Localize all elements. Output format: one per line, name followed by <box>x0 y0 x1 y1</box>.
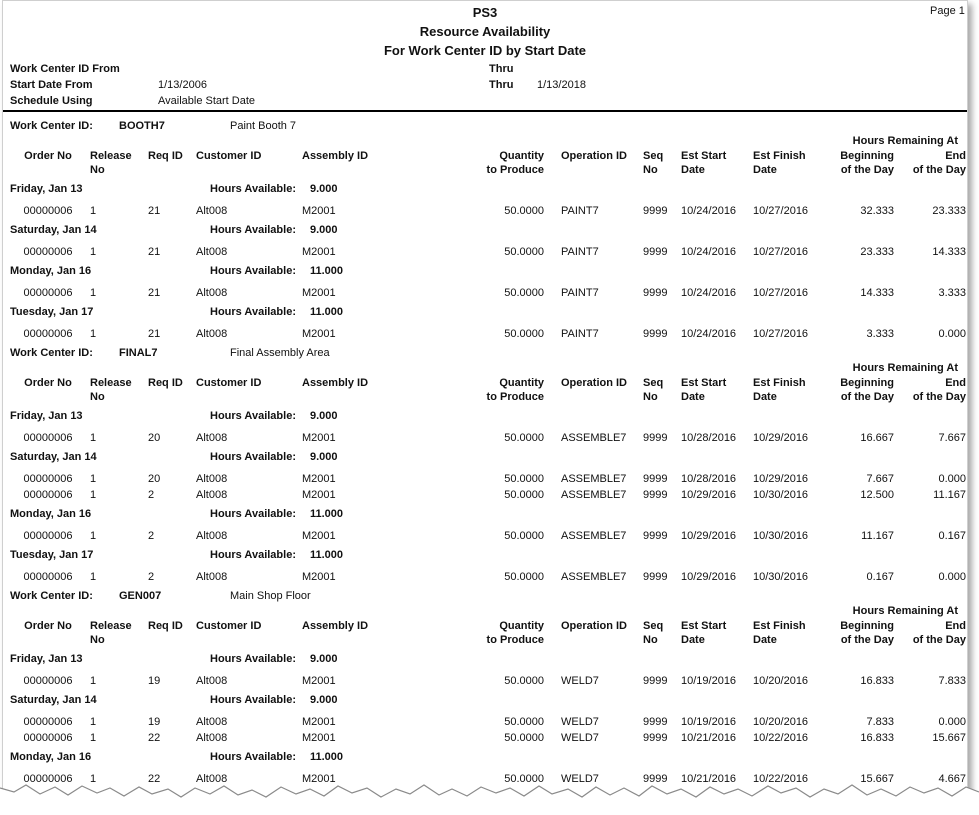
col-header-end: of the Day <box>912 391 966 403</box>
cell-order: 00000006 <box>23 246 73 258</box>
cell-begin: 7.833 <box>866 716 894 728</box>
cell-end: 3.333 <box>938 287 966 299</box>
cell-order: 00000006 <box>23 716 73 728</box>
col-header-order: Order No <box>24 377 72 389</box>
hours-available-value: 9.000 <box>310 653 338 665</box>
hours-available-label: Hours Available: <box>210 549 296 561</box>
cell-end: 0.167 <box>938 530 966 542</box>
col-header-beginning: Beginning <box>840 620 894 632</box>
cell-customer: Alt008 <box>196 287 228 299</box>
cell-operation: WELD7 <box>561 716 599 728</box>
col-header-est-start: Date <box>681 164 705 176</box>
cell-qty: 50.0000 <box>504 287 544 299</box>
filter-schedule-value: Available Start Date <box>158 95 256 107</box>
hours-available-label: Hours Available: <box>210 653 296 665</box>
cell-req: 2 <box>148 489 155 501</box>
col-header-beginning: Beginning <box>840 377 894 389</box>
wc-id: FINAL7 <box>119 347 158 359</box>
cell-release: 1 <box>90 530 97 542</box>
cell-operation: PAINT7 <box>561 205 599 217</box>
day-label: Saturday, Jan 14 <box>10 451 97 463</box>
wc-id: GEN007 <box>119 590 162 602</box>
cell-begin: 16.667 <box>860 432 894 444</box>
cell-order: 00000006 <box>23 489 73 501</box>
hours-available-label: Hours Available: <box>210 694 296 706</box>
cell-req: 22 <box>148 773 161 785</box>
cell-qty: 50.0000 <box>504 432 544 444</box>
col-header-release: No <box>90 391 105 403</box>
col-header-seq: No <box>643 391 658 403</box>
cell-assembly: M2001 <box>302 432 336 444</box>
cell-end: 7.667 <box>938 432 966 444</box>
wc-name: Paint Booth 7 <box>230 120 297 132</box>
cell-seq: 9999 <box>643 473 668 485</box>
hours-remaining-header: Hours Remaining At <box>852 605 958 617</box>
cell-start: 10/24/2016 <box>681 287 737 299</box>
day-label: Friday, Jan 13 <box>10 183 83 195</box>
col-header-req: Req ID <box>148 377 183 389</box>
col-header-qty: Quantity <box>499 620 544 632</box>
cell-finish: 10/27/2016 <box>753 287 809 299</box>
col-header-est-start: Est Start <box>681 150 727 162</box>
hours-available-label: Hours Available: <box>210 265 296 277</box>
cell-assembly: M2001 <box>302 530 336 542</box>
col-header-customer: Customer ID <box>196 150 262 162</box>
cell-assembly: M2001 <box>302 732 336 744</box>
cell-start: 10/28/2016 <box>681 432 737 444</box>
col-header-seq: No <box>643 634 658 646</box>
col-header-end: End <box>945 150 966 162</box>
col-header-req: Req ID <box>148 620 183 632</box>
col-header-est-finish: Date <box>753 164 777 176</box>
cell-start: 10/28/2016 <box>681 473 737 485</box>
hours-available-label: Hours Available: <box>210 306 296 318</box>
hours-available-label: Hours Available: <box>210 224 296 236</box>
cell-qty: 50.0000 <box>504 571 544 583</box>
wc-name: Main Shop Floor <box>230 590 311 602</box>
cell-req: 2 <box>148 530 155 542</box>
hours-available-label: Hours Available: <box>210 183 296 195</box>
cell-end: 14.333 <box>932 246 966 258</box>
cell-qty: 50.0000 <box>504 530 544 542</box>
cell-customer: Alt008 <box>196 675 228 687</box>
cell-qty: 50.0000 <box>504 246 544 258</box>
cell-order: 00000006 <box>23 432 73 444</box>
hours-remaining-header: Hours Remaining At <box>852 135 958 147</box>
col-header-end: of the Day <box>912 164 966 176</box>
hours-available-value: 11.000 <box>310 751 344 763</box>
col-header-operation: Operation ID <box>561 377 628 389</box>
col-header-qty: Quantity <box>499 150 544 162</box>
cell-end: 0.000 <box>938 716 966 728</box>
cell-customer: Alt008 <box>196 473 228 485</box>
cell-assembly: M2001 <box>302 328 336 340</box>
col-header-est-finish: Date <box>753 634 777 646</box>
cell-begin: 11.167 <box>861 530 894 542</box>
cell-seq: 9999 <box>643 432 668 444</box>
cell-release: 1 <box>90 205 97 217</box>
col-header-release: Release <box>90 620 132 632</box>
cell-operation: PAINT7 <box>561 246 599 258</box>
cell-begin: 14.333 <box>860 287 894 299</box>
cell-req: 19 <box>148 675 161 687</box>
col-header-assembly: Assembly ID <box>302 150 369 162</box>
cell-operation: ASSEMBLE7 <box>561 432 627 444</box>
col-header-beginning: of the Day <box>840 391 894 403</box>
day-label: Monday, Jan 16 <box>10 265 92 277</box>
hours-available-value: 9.000 <box>310 451 338 463</box>
cell-order: 00000006 <box>23 732 73 744</box>
cell-operation: PAINT7 <box>561 328 599 340</box>
col-header-end: End <box>945 377 966 389</box>
cell-qty: 50.0000 <box>504 675 544 687</box>
cell-order: 00000006 <box>23 773 73 785</box>
cell-finish: 10/29/2016 <box>753 432 809 444</box>
cell-assembly: M2001 <box>302 716 336 728</box>
cell-start: 10/21/2016 <box>681 773 737 785</box>
cell-begin: 32.333 <box>860 205 894 217</box>
wc-label: Work Center ID: <box>10 590 93 602</box>
cell-assembly: M2001 <box>302 473 336 485</box>
company-name: PS3 <box>472 5 498 20</box>
cell-req: 21 <box>148 246 161 258</box>
hours-available-label: Hours Available: <box>210 508 296 520</box>
cell-end: 23.333 <box>932 205 966 217</box>
col-header-seq: Seq <box>643 620 664 632</box>
cell-begin: 16.833 <box>860 675 894 687</box>
cell-release: 1 <box>90 432 97 444</box>
cell-assembly: M2001 <box>302 287 336 299</box>
cell-operation: ASSEMBLE7 <box>561 571 627 583</box>
cell-finish: 10/27/2016 <box>753 328 809 340</box>
cell-release: 1 <box>90 287 97 299</box>
col-header-release: No <box>90 164 105 176</box>
cell-order: 00000006 <box>23 675 73 687</box>
col-header-qty: to Produce <box>486 164 544 176</box>
cell-seq: 9999 <box>643 246 668 258</box>
cell-start: 10/24/2016 <box>681 328 737 340</box>
cell-req: 2 <box>148 571 155 583</box>
hours-available-label: Hours Available: <box>210 451 296 463</box>
cell-seq: 9999 <box>643 773 668 785</box>
wc-label: Work Center ID: <box>10 347 93 359</box>
cell-release: 1 <box>90 473 97 485</box>
cell-order: 00000006 <box>23 473 73 485</box>
cell-customer: Alt008 <box>196 773 228 785</box>
cell-end: 0.000 <box>938 328 966 340</box>
cell-req: 20 <box>148 432 161 444</box>
cell-seq: 9999 <box>643 530 668 542</box>
cell-release: 1 <box>90 328 97 340</box>
hours-available-value: 9.000 <box>310 694 338 706</box>
cell-assembly: M2001 <box>302 205 336 217</box>
cell-seq: 9999 <box>643 287 668 299</box>
cell-seq: 9999 <box>643 571 668 583</box>
report-title: Resource Availability <box>419 24 551 39</box>
page-number: Page 1 <box>930 5 965 17</box>
cell-qty: 50.0000 <box>504 328 544 340</box>
cell-release: 1 <box>90 773 97 785</box>
cell-release: 1 <box>90 675 97 687</box>
cell-qty: 50.0000 <box>504 489 544 501</box>
cell-end: 15.667 <box>932 732 966 744</box>
cell-assembly: M2001 <box>302 246 336 258</box>
cell-operation: ASSEMBLE7 <box>561 489 627 501</box>
cell-seq: 9999 <box>643 732 668 744</box>
day-label: Saturday, Jan 14 <box>10 694 97 706</box>
col-header-est-finish: Est Finish <box>753 150 806 162</box>
cell-begin: 0.167 <box>866 571 894 583</box>
cell-qty: 50.0000 <box>504 716 544 728</box>
hours-available-value: 11.000 <box>310 306 344 318</box>
cell-start: 10/24/2016 <box>681 246 737 258</box>
cell-finish: 10/30/2016 <box>753 571 809 583</box>
report-subtitle: For Work Center ID by Start Date <box>383 43 587 58</box>
col-header-release: Release <box>90 377 132 389</box>
col-header-customer: Customer ID <box>196 620 262 632</box>
cell-customer: Alt008 <box>196 328 228 340</box>
col-header-est-start: Est Start <box>681 377 727 389</box>
col-header-beginning: Beginning <box>840 150 894 162</box>
cell-req: 21 <box>148 205 161 217</box>
col-header-est-finish: Est Finish <box>753 377 806 389</box>
day-label: Monday, Jan 16 <box>10 751 92 763</box>
col-header-operation: Operation ID <box>561 620 628 632</box>
col-header-qty: to Produce <box>486 391 544 403</box>
col-header-beginning: of the Day <box>840 634 894 646</box>
cell-release: 1 <box>90 716 97 728</box>
cell-seq: 9999 <box>643 205 668 217</box>
cell-release: 1 <box>90 489 97 501</box>
col-header-beginning: of the Day <box>840 164 894 176</box>
cell-seq: 9999 <box>643 675 668 687</box>
col-header-est-start: Date <box>681 634 705 646</box>
wc-label: Work Center ID: <box>10 120 93 132</box>
torn-paper-edge <box>0 770 979 815</box>
col-header-end: End <box>945 620 966 632</box>
cell-start: 10/29/2016 <box>681 571 737 583</box>
cell-assembly: M2001 <box>302 571 336 583</box>
cell-assembly: M2001 <box>302 773 336 785</box>
hours-available-value: 9.000 <box>310 224 338 236</box>
col-header-assembly: Assembly ID <box>302 377 369 389</box>
cell-operation: ASSEMBLE7 <box>561 530 627 542</box>
day-label: Tuesday, Jan 17 <box>10 549 94 561</box>
col-header-est-finish: Est Finish <box>753 620 806 632</box>
filter-wc-thru-label: Thru <box>489 63 514 75</box>
cell-finish: 10/20/2016 <box>753 716 809 728</box>
cell-release: 1 <box>90 246 97 258</box>
col-header-order: Order No <box>24 150 72 162</box>
cell-operation: PAINT7 <box>561 287 599 299</box>
day-label: Friday, Jan 13 <box>10 653 83 665</box>
cell-start: 10/21/2016 <box>681 732 737 744</box>
cell-start: 10/24/2016 <box>681 205 737 217</box>
cell-start: 10/29/2016 <box>681 530 737 542</box>
cell-customer: Alt008 <box>196 205 228 217</box>
cell-operation: WELD7 <box>561 675 599 687</box>
cell-seq: 9999 <box>643 716 668 728</box>
col-header-req: Req ID <box>148 150 183 162</box>
cell-req: 19 <box>148 716 161 728</box>
col-header-customer: Customer ID <box>196 377 262 389</box>
col-header-est-finish: Date <box>753 391 777 403</box>
cell-end: 4.667 <box>938 773 966 785</box>
cell-seq: 9999 <box>643 328 668 340</box>
col-header-qty: to Produce <box>486 634 544 646</box>
col-header-est-start: Est Start <box>681 620 727 632</box>
wc-id: BOOTH7 <box>119 120 165 132</box>
day-label: Friday, Jan 13 <box>10 410 83 422</box>
cell-start: 10/19/2016 <box>681 675 737 687</box>
cell-finish: 10/30/2016 <box>753 489 809 501</box>
col-header-operation: Operation ID <box>561 150 628 162</box>
cell-end: 11.167 <box>933 489 966 501</box>
cell-begin: 12.500 <box>860 489 894 501</box>
cell-customer: Alt008 <box>196 571 228 583</box>
cell-req: 21 <box>148 328 161 340</box>
col-header-assembly: Assembly ID <box>302 620 369 632</box>
cell-customer: Alt008 <box>196 432 228 444</box>
cell-release: 1 <box>90 732 97 744</box>
cell-assembly: M2001 <box>302 489 336 501</box>
cell-begin: 23.333 <box>860 246 894 258</box>
cell-start: 10/29/2016 <box>681 489 737 501</box>
cell-finish: 10/22/2016 <box>753 773 809 785</box>
cell-order: 00000006 <box>23 287 73 299</box>
hours-available-value: 11.000 <box>310 265 344 277</box>
cell-assembly: M2001 <box>302 675 336 687</box>
cell-operation: WELD7 <box>561 732 599 744</box>
filter-schedule-label: Schedule Using <box>10 95 93 107</box>
cell-operation: ASSEMBLE7 <box>561 473 627 485</box>
hours-available-value: 9.000 <box>310 183 338 195</box>
col-header-order: Order No <box>24 620 72 632</box>
cell-req: 22 <box>148 732 161 744</box>
wc-name: Final Assembly Area <box>230 347 330 359</box>
report-page <box>2 0 968 802</box>
col-header-est-start: Date <box>681 391 705 403</box>
filter-start-from-label: Start Date From <box>10 79 93 91</box>
col-header-qty: Quantity <box>499 377 544 389</box>
hours-available-label: Hours Available: <box>210 410 296 422</box>
cell-seq: 9999 <box>643 489 668 501</box>
cell-begin: 7.667 <box>866 473 894 485</box>
cell-order: 00000006 <box>23 571 73 583</box>
cell-end: 0.000 <box>938 473 966 485</box>
col-header-end: of the Day <box>912 634 966 646</box>
cell-customer: Alt008 <box>196 489 228 501</box>
header-divider <box>3 110 967 112</box>
cell-finish: 10/29/2016 <box>753 473 809 485</box>
col-header-seq: Seq <box>643 377 664 389</box>
cell-finish: 10/27/2016 <box>753 246 809 258</box>
cell-qty: 50.0000 <box>504 773 544 785</box>
hours-available-value: 9.000 <box>310 410 338 422</box>
cell-release: 1 <box>90 571 97 583</box>
day-label: Monday, Jan 16 <box>10 508 92 520</box>
cell-req: 21 <box>148 287 161 299</box>
cell-start: 10/19/2016 <box>681 716 737 728</box>
cell-order: 00000006 <box>23 530 73 542</box>
hours-available-value: 11.000 <box>310 549 344 561</box>
day-label: Saturday, Jan 14 <box>10 224 97 236</box>
filter-start-thru-value: 1/13/2018 <box>537 79 586 91</box>
cell-customer: Alt008 <box>196 246 228 258</box>
cell-end: 7.833 <box>938 675 966 687</box>
cell-qty: 50.0000 <box>504 205 544 217</box>
day-label: Tuesday, Jan 17 <box>10 306 94 318</box>
cell-finish: 10/20/2016 <box>753 675 809 687</box>
cell-order: 00000006 <box>23 205 73 217</box>
cell-operation: WELD7 <box>561 773 599 785</box>
cell-finish: 10/22/2016 <box>753 732 809 744</box>
cell-end: 0.000 <box>938 571 966 583</box>
col-header-seq: No <box>643 164 658 176</box>
cell-customer: Alt008 <box>196 530 228 542</box>
cell-order: 00000006 <box>23 328 73 340</box>
filter-start-from-value: 1/13/2006 <box>158 79 207 91</box>
filter-start-thru-label: Thru <box>489 79 514 91</box>
cell-customer: Alt008 <box>196 732 228 744</box>
hours-available-value: 11.000 <box>310 508 344 520</box>
cell-begin: 16.833 <box>860 732 894 744</box>
cell-customer: Alt008 <box>196 716 228 728</box>
cell-finish: 10/30/2016 <box>753 530 809 542</box>
filter-wc-from-label: Work Center ID From <box>10 63 120 75</box>
cell-qty: 50.0000 <box>504 732 544 744</box>
cell-begin: 15.667 <box>860 773 894 785</box>
hours-available-label: Hours Available: <box>210 751 296 763</box>
col-header-release: No <box>90 634 105 646</box>
cell-req: 20 <box>148 473 161 485</box>
cell-finish: 10/27/2016 <box>753 205 809 217</box>
col-header-release: Release <box>90 150 132 162</box>
hours-remaining-header: Hours Remaining At <box>852 362 958 374</box>
cell-begin: 3.333 <box>866 328 894 340</box>
cell-qty: 50.0000 <box>504 473 544 485</box>
col-header-seq: Seq <box>643 150 664 162</box>
